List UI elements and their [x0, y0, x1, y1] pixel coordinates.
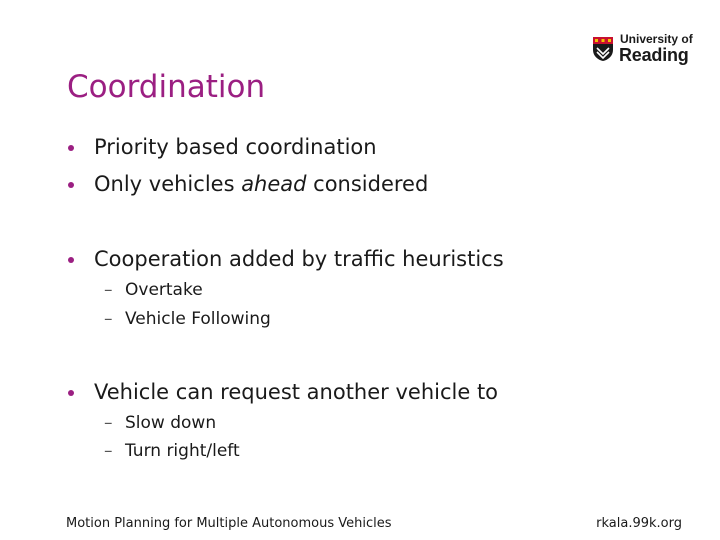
footer-url: rkala.99k.org — [596, 516, 682, 531]
bullet-text-emphasis: ahead — [241, 172, 307, 196]
bullet-text: Vehicle can request another vehicle to — [94, 380, 499, 404]
bullet-text: Cooperation added by traffic heuristics — [94, 247, 504, 271]
bullet-dot-icon — [68, 145, 74, 151]
sub-bullet-text: Vehicle Following — [125, 309, 271, 329]
logo-text-reading: Reading — [619, 45, 689, 65]
sub-bullet-dash: – — [104, 280, 113, 300]
university-logo — [592, 32, 692, 68]
sub-bullet-dash: – — [104, 441, 113, 461]
slide-title: Coordination — [67, 69, 266, 105]
sub-bullet-text: Turn right/left — [125, 441, 240, 461]
logo-text-university-of: University of — [620, 32, 693, 46]
footer-title: Motion Planning for Multiple Autonomous Vehicles — [66, 516, 392, 531]
bullet-text — [94, 171, 428, 197]
sub-bullet-text: Overtake — [125, 280, 203, 300]
sub-bullet-dash: – — [104, 309, 113, 329]
university-crest-icon — [592, 36, 614, 62]
bullet-text-after: considered — [306, 172, 429, 196]
bullet-text: Priority based coordination — [94, 135, 377, 159]
bullet-dot-icon — [68, 182, 74, 188]
sub-bullet-text: Slow down — [125, 413, 217, 433]
bullet-dot-icon — [68, 257, 74, 263]
bullet-dot-icon — [68, 390, 74, 396]
sub-bullet-dash: – — [104, 413, 113, 433]
bullet-text-before: Only vehicles — [94, 172, 242, 196]
